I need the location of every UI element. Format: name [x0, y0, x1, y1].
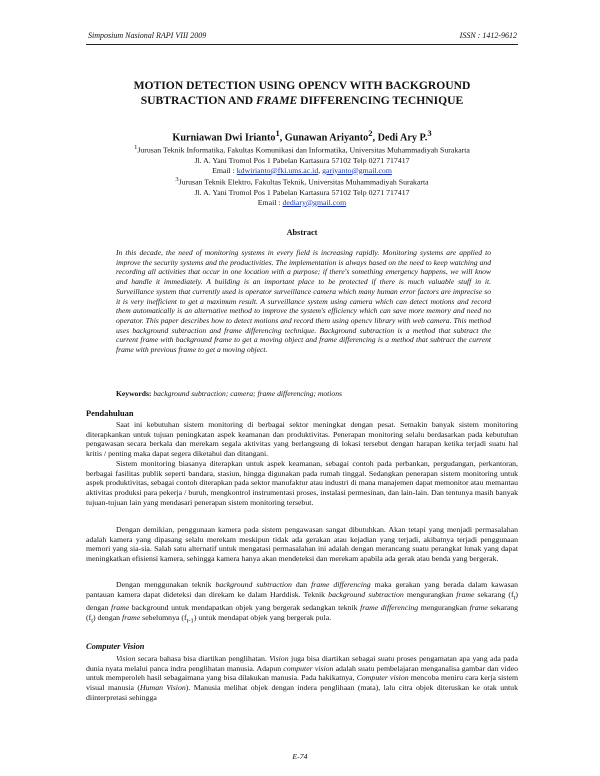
title-line-1: MOTION DETECTION USING OPENCV WITH BACKGROUND [133, 79, 471, 92]
author-1: Kurniawan Dwi Irianto [172, 132, 276, 144]
affiliation-1: $^1$Jurusan Teknik Informatika, Fakultas Komunikasi dan Informatika, Universitas Muhammadiyah Surakarta Jl. A. Yani Tromol Pos 1 Pabelan Kartasura 57102 Telp 0271 717417 Email : kdwirianto@fki.ums.ac.id, gariyanto@gmail.com [134, 144, 470, 175]
header-rule [86, 44, 518, 45]
affiliation-2: $^3$Jurusan Teknik Elektro, Fakultas Teknik, Universitas Muhammadiyah Surakarta Jl. A. Yani Tromol Pos 1 Pabelan Kartasura 57102 Telp 0271 717417 Email : dediary@gmail.com [175, 176, 429, 207]
paragraph: Vision secara bahasa bisa diartikan penglihatan. Vision juga bisa diartikan sebagai suatu proses pengamatan apa yang ada pada dunia nyata melalui panca indra penglihatan manusia. Adapun computer vision adalah suatu pembelajaran menganalisa gambar dan video untuk memperoleh hasil sebagaimana yang bisa dilakukan manusia. Pada hakikatnya, Computer vision mencoba meniru cara kerja sistem visual manusia (Human Vision). Manusia melihat objek dengan indera penglihaan (mata), lalu citra objek diteruskan ke otak untuk diinterpretasi sehingga [86, 654, 519, 702]
paragraph: Dengan demikian, penggunaan kamera pada sistem pengawasan sangat dibutuhkan. Akan tetapi yang menjadi permasalahan adalah kamera yang dipasang selalu merekam meskipun tidak ada gerakan atau kejadian yang terjadi, akibatnya terjadi penggunaan memori yang sia-sia. Salah satu alternatif untuk mengatasi permasalahan ini adalah dengan merancang suatu perangkat lunak yang dapat meningkatkan efisiensi kamera, sehingga kamera hanya akan mendeteksi dan merekam apabila ada gerak atau benda yang bergerak. [86, 525, 518, 563]
page-number: E-74 [292, 752, 308, 761]
email-link-1[interactable]: kdwirianto@fki.ums.ac.id [236, 165, 319, 175]
paper-title [86, 78, 518, 108]
email-link-2[interactable]: gariyanto@gmail.com [322, 165, 392, 175]
section-heading-pendahuluan: Pendahuluan [86, 409, 134, 418]
paragraph: Sistem monitoring biasanya diterapkan untuk aspek keamanan, sebagai contoh pada perbankan, pergudangan, perkantoran, berbagai fasilitas publik seperti bandara, stasiun, hingga digunakan pada rumah tinggal. Sedangkan penerapan sistem monitoring untuk aspek produktivitas, sebagai contoh diterapkan pada sektor manufaktur atau industri di mana manajemen dapat memonitor atau memantau aktivitas produksi para pekerja / buruh, mengkontrol instrumentasi proses, instalasi permesinan, dan lain-lain. Dan tentunya masih banyak tujuan-tujuan lain yang mendasari penerapan sistem monitoring tersebut. [86, 459, 518, 507]
author-3: Dedi Ary P. [377, 132, 428, 144]
author-list: Kurniawan Dwi Irianto$^1$, Gunawan Ariyanto$^2$, Dedi Ary P.$^3$ [172, 128, 432, 144]
email-link-3[interactable]: dediary@gmail.com [282, 197, 347, 207]
keywords: Keywords: background subtraction; camera; frame differencing; motions [116, 389, 342, 398]
abstract-heading: Abstract [286, 228, 318, 237]
running-header-right: ISSN : 1412-9612 [459, 31, 517, 40]
author-2: Gunawan Ariyanto [284, 132, 369, 144]
paragraph: Saat ini kebutuhan sistem monitoring di berbagai sektor meningkat dengan pesat. Semakin banyak sistem monitoring diterapkankan untuk tujuan peningkatan aspek keamanan dan produktivitas. Penerapan monitoring selalu berdasarkan pada kebutuhan pengawasan secara berkala dan merekam segala aktivitas yang berlangsung di lokasi tersebut dengan harapan ketika terjadi suatu hal kritis / penting maka dapat segera diketahui dan ditangani. [86, 420, 518, 458]
running-header-left: Simposium Nasional RAPI VIII 2009 [88, 31, 207, 40]
section-heading-computer-vision: Computer Vision [86, 642, 145, 651]
paragraph: Dengan menggunakan teknik background subtraction dan frame differencing maka gerakan yang berada dalam kawasan pantauan kamera dapat dideteksi dan direkam ke dalam Harddisk. Teknik background subtraction mengurangkan frame sekarang $(f_t)$ dengan frame background untuk mendapatkan objek yang bergerak sedangkan teknik frame differencing mengurangkan frame sekarang $(f_t)$ dengan frame sebelumnya $(f_{t-1})$ untuk mendapat objek yang bergerak pula. [86, 580, 518, 625]
title-line-2: SUBTRACTION AND FRAME DIFFERENCING TECHNIQUE [140, 94, 464, 107]
abstract-body: In this decade, the need of monitoring systems in every field is increasing rapidly. Monitoring systems are applied to improve the security systems and the productivities. The implementation is always based on the need to keep watching and recording all activities that occur in one location with a purpose; if there's something emergency happens, we will know and handle it immediately. A building is an important place to be protected if there is much valuable stuff in it. Surveillance system that currently used is operator surveillance camera which many human error factors are imprecise so it is very inefficient to get a maximum result. A surveillance system using camera which can detect motions and record them automatically is an alternative method to improve the system's efficiency which can save more memory and need no operator. This paper describes how to detect motions and record them using opencv library with web camera. This method uses background subtraction and frame differencing technique. Background subtraction is a method that subtract the current frame with background frame to get a moving object and frame differencing is a method that subtract the current frame with previous frame to get a moving object. [116, 248, 491, 355]
